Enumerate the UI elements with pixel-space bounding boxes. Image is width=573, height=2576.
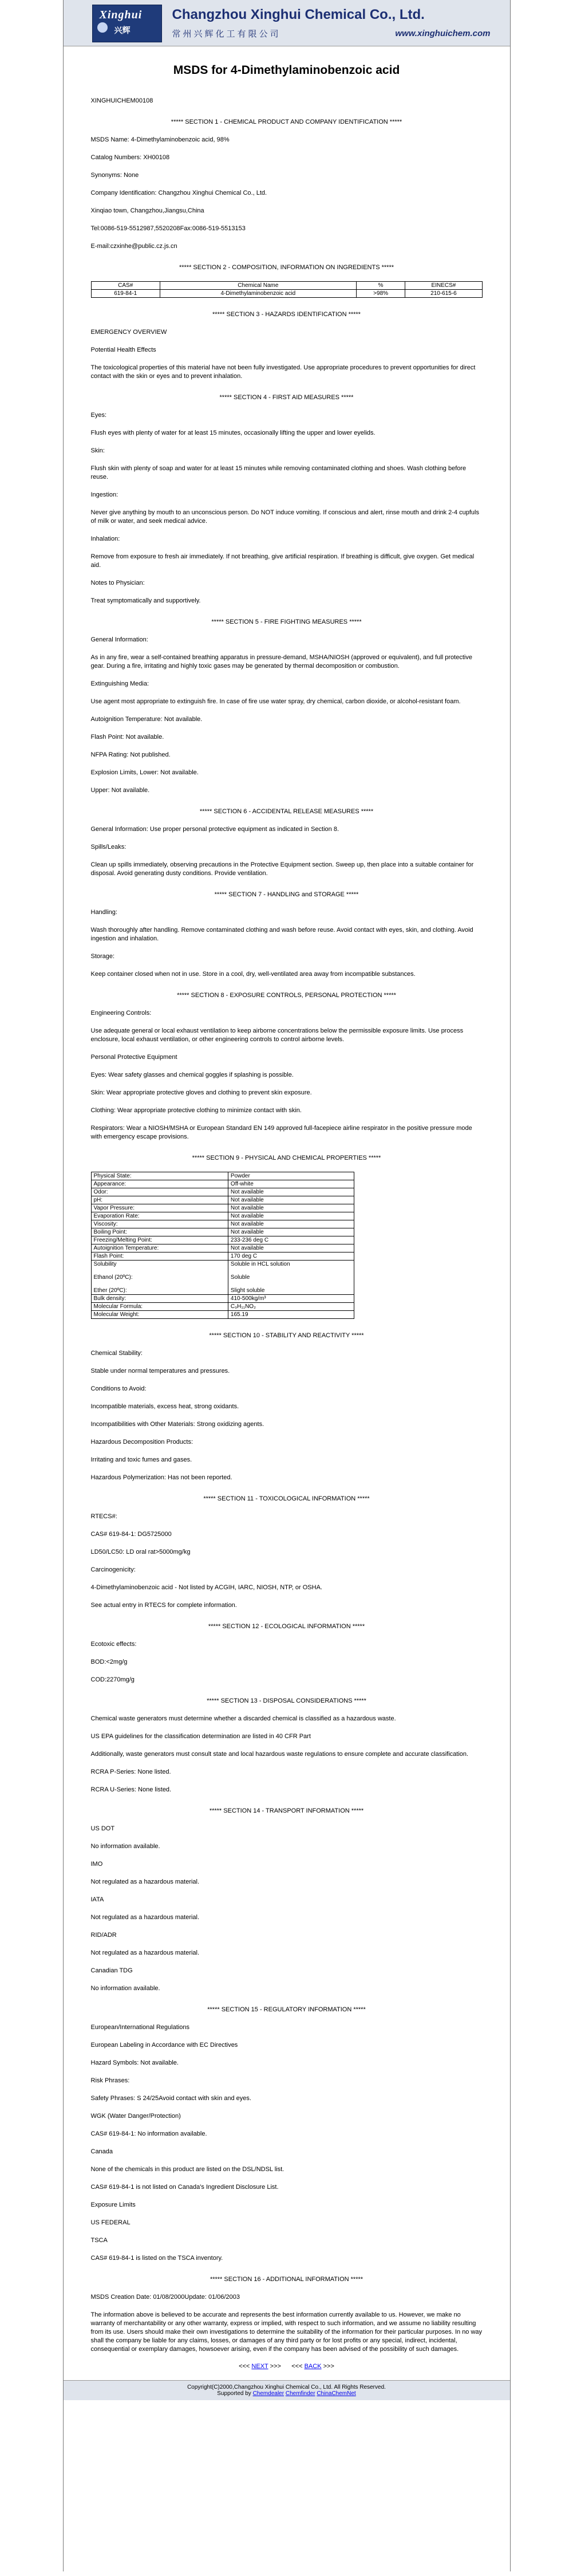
section-13-header: ***** SECTION 13 - DISPOSAL CONSIDERATIONS ***** — [207, 1697, 366, 1704]
canadian-tdg-text: No information available. — [90, 1985, 160, 1992]
copyright-text: Copyright(C)2000,Changzhou Xinghui Chemical Co., Ltd. All Rights Reserved. — [187, 2384, 386, 2390]
logo-cn-text: 兴辉 — [114, 26, 131, 36]
us-dot-text: No information available. — [90, 1843, 160, 1850]
property-row — [91, 1172, 354, 1180]
stability-heading: Chemical Stability: — [90, 1350, 143, 1357]
ether-label: Ether (20ºC): — [93, 1287, 127, 1294]
catalog-numbers: Catalog Numbers: XH00108 — [90, 154, 170, 161]
rtecs-note: See actual entry in RTECS for complete information. — [90, 1602, 237, 1609]
property-row — [91, 1295, 354, 1303]
property-value: Not available — [228, 1196, 354, 1204]
back-link[interactable]: BACK — [304, 2363, 322, 2370]
msds-name: MSDS Name: 4-Dimethylaminobenzoic acid, 98% — [90, 136, 230, 143]
ppe-clothing: Clothing: Wear appropriate protective clothing to minimize contact with skin. — [90, 1107, 302, 1114]
handling-heading: Handling: — [90, 909, 117, 916]
ppe-respirators: Respirators: Wear a NIOSH/MSHA or European Standard EN 149 approved full-facepiece airline respirator in the positive pressure mode with emergency escape provisions. — [90, 1125, 472, 1140]
property-label: Odor: — [91, 1188, 228, 1196]
risk-phrases: Risk Phrases: — [90, 2077, 130, 2084]
cod-text: COD:2270mg/g — [90, 1676, 135, 1683]
logo-mark-icon — [97, 22, 108, 33]
property-row — [91, 1252, 354, 1261]
section-16-header: ***** SECTION 16 - ADDITIONAL INFORMATION ***** — [210, 2276, 363, 2283]
company-name: Changzhou Xinghui Chemical Co., Ltd. — [172, 7, 425, 22]
property-row — [91, 1212, 354, 1220]
canada-dsl-text: None of the chemicals in this product are listed on the DSL/NDSL list. — [90, 2166, 284, 2173]
property-row — [91, 1204, 354, 1212]
property-value: Off-white — [228, 1180, 354, 1188]
creation-date: MSDS Creation Date: 01/08/2000Update: 01/06/2003 — [90, 2294, 240, 2301]
property-row — [91, 1244, 354, 1252]
conditions-text: Incompatible materials, excess heat, strong oxidants. — [90, 1403, 239, 1410]
tsca-heading: TSCA — [90, 2237, 108, 2244]
inhalation-text: Remove from exposure to fresh air immediately. If not breathing, give artificial respiration. If breathing is difficult, give oxygen. Get medical aid. — [90, 553, 475, 569]
incompatibilities-text: Incompatibilities with Other Materials: Strong oxidizing agents. — [90, 1421, 264, 1428]
storage-heading: Storage: — [90, 953, 115, 960]
section-6-header: ***** SECTION 6 - ACCIDENTAL RELEASE MEASURES ***** — [199, 808, 374, 815]
ecotoxic-heading: Ecotoxic effects: — [90, 1641, 137, 1648]
property-row — [91, 1303, 354, 1311]
logo-text: Xinghui — [99, 9, 143, 21]
property-label: Viscosity: — [91, 1220, 228, 1228]
european-heading: European/International Regulations — [90, 2024, 189, 2031]
properties-table — [91, 1172, 354, 1319]
ingestion-text: Never give anything by mouth to an unconscious person. Do NOT induce vomiting. If conscious and alert, rinse mouth and drink 2-4 cupfuls of milk or water, and seek medical advice. — [90, 509, 479, 525]
ld50-text: LD50/LC50: LD oral rat>5000mg/kg — [90, 1549, 191, 1555]
explosion-lower-text: Explosion Limits, Lower: Not available. — [90, 769, 199, 776]
solubility-hcl: Soluble in HCL solution — [230, 1261, 290, 1267]
decomposition-heading: Hazardous Decomposition Products: — [90, 1439, 193, 1445]
additionally-text: Additionally, waste generators must consult state and local hazardous waste regulations to ensure complete and accurate classification. — [90, 1751, 469, 1758]
section-8-header: ***** SECTION 8 - EXPOSURE CONTROLS, PERSONAL PROTECTION ***** — [177, 992, 396, 999]
solubility-label: Solubility — [93, 1261, 117, 1267]
section-14-header: ***** SECTION 14 - TRANSPORT INFORMATION ***** — [209, 1807, 364, 1814]
iata-heading: IATA — [90, 1896, 104, 1903]
bod-text: BOD:<2mg/g — [90, 1659, 128, 1665]
conditions-heading: Conditions to Avoid: — [90, 1385, 147, 1392]
property-label: pH: — [91, 1196, 228, 1204]
company-name-cn: 常州兴辉化工有限公司 — [172, 29, 281, 39]
decomposition-text: Irritating and toxic fumes and gases. — [90, 1456, 192, 1463]
composition-header-cell: Chemical Name — [160, 282, 356, 290]
property-value: Not available — [228, 1244, 354, 1252]
property-row — [91, 1236, 354, 1244]
iata-text: Not regulated as a hazardous material. — [90, 1914, 200, 1921]
composition-header-cell: % — [356, 282, 405, 290]
section-15-header: ***** SECTION 15 - REGULATORY INFORMATION ***** — [207, 2006, 366, 2013]
tsca-text: CAS# 619-84-1 is listed on the TSCA inventory. — [90, 2255, 223, 2262]
supported-by-label: Supported by — [217, 2390, 251, 2397]
property-value: 233-236 deg C — [228, 1236, 354, 1244]
eu-labeling: European Labeling in Accordance with EC Directives — [90, 2042, 238, 2049]
spills-text: Clean up spills immediately, observing precautions in the Protective Equipment section. Sweep up, then place into a suitable container for disposal. Avoid generating dusty conditions. Provide ventilation. — [90, 861, 474, 877]
canada-idl-text: CAS# 619-84-1 is not listed on Canada's Ingredient Disclosure List. — [90, 2184, 279, 2191]
composition-header-cell: EINECS# — [405, 282, 482, 290]
property-label: Boiling Point: — [91, 1228, 228, 1236]
engineering-text: Use adequate general or local exhaust ventilation to keep airborne concentrations below the permissible exposure limits. Use process enclosure, local exhaust ventilation, or other engineering controls to control airborne levels. — [90, 1027, 464, 1043]
eyes-heading: Eyes: — [90, 412, 107, 419]
disclaimer-text: The information above is believed to be accurate and represents the best information currently available to us. However, we make no warranty of merchantability or any other warranty, express or implied, with respect to such information, and we assume no liability resulting from its use. Users should make their own investigations to determine the suitability of the information for their particular purposes. In no way shall the company be liable for any claims, losses, or damages of any third party or for lost profits or any special, indirect, incidental, consequential or exemplary damages, howsoever arising, even if the company has been advised of the possibility of such damages. — [90, 2311, 483, 2353]
chemdealer-link[interactable]: Chemdealer — [252, 2390, 284, 2397]
property-value: C₉H₁₁NO₂ — [228, 1303, 354, 1311]
us-epa-text: US EPA guidelines for the classification determination are listed in 40 CFR Part — [90, 1733, 311, 1740]
solubility-labels — [91, 1261, 228, 1295]
page — [63, 0, 511, 2571]
page-navigation — [64, 2363, 510, 2370]
general-info-text: As in any fire, wear a self-contained breathing apparatus in pressure-demand, MSHA/NIOSH (approved or equivalent), and full protective gear. During a fire, irritating and highly toxic gases may be generated by thermal decomposition or combustion. — [90, 654, 472, 669]
section-1-header: ***** SECTION 1 - CHEMICAL PRODUCT AND COMPANY IDENTIFICATION ***** — [171, 119, 402, 125]
canada-heading: Canada — [90, 2148, 113, 2155]
msds-content — [64, 46, 510, 2354]
property-label: Physical State: — [91, 1172, 228, 1180]
rid-adr-heading: RID/ADR — [90, 1932, 117, 1939]
company-email: E-mail:czxinhe@public.cz.js.cn — [90, 243, 177, 250]
spills-heading: Spills/Leaks: — [90, 844, 127, 850]
property-value: Not available — [228, 1228, 354, 1236]
property-label: Molecular Weight: — [91, 1311, 228, 1319]
property-value: Not available — [228, 1212, 354, 1220]
composition-table — [91, 281, 483, 298]
chemfinder-link[interactable]: Chemfinder — [285, 2390, 315, 2397]
company-tel: Tel:0086-519-5512987,5520208Fax:0086-519-5513153 — [90, 225, 246, 232]
rcra-p-text: RCRA P-Series: None listed. — [90, 1768, 171, 1775]
s6-general-info: General Information: Use proper personal protective equipment as indicated in Section 8. — [90, 826, 339, 833]
waste-text: Chemical waste generators must determine whether a discarded chemical is classified as a hazardous waste. — [90, 1715, 396, 1722]
composition-cell: >98% — [356, 290, 405, 298]
composition-cell: 4-Dimethylaminobenzoic acid — [160, 290, 356, 298]
property-label: Molecular Formula: — [91, 1303, 228, 1311]
rtecs-heading: RTECS#: — [90, 1513, 117, 1520]
solubility-ether: Slight soluble — [230, 1287, 265, 1294]
next-prefix: <<< — [239, 2363, 250, 2370]
property-label: Autoignition Temperature: — [91, 1244, 228, 1252]
handling-text: Wash thoroughly after handling. Remove contaminated clothing and wash before reuse. Avoid contact with eyes, skin, and clothing. Avoid ingestion and inhalation. — [90, 927, 473, 942]
ethanol-label: Ethanol (20ºC): — [93, 1274, 133, 1281]
property-value: Not available — [228, 1220, 354, 1228]
emergency-overview: EMERGENCY OVERVIEW — [90, 329, 167, 336]
property-value: Not available — [228, 1204, 354, 1212]
property-row — [91, 1228, 354, 1236]
property-label: Vapor Pressure: — [91, 1204, 228, 1212]
footer — [64, 2380, 510, 2400]
header-banner — [64, 0, 510, 46]
exposure-limits-heading: Exposure Limits — [90, 2201, 136, 2208]
rid-adr-text: Not regulated as a hazardous material. — [90, 1949, 200, 1956]
supported-by-line — [64, 2390, 510, 2397]
ppe-skin: Skin: Wear appropriate protective gloves and clothing to prevent skin exposure. — [90, 1089, 312, 1096]
rcra-u-text: RCRA U-Series: None listed. — [90, 1786, 172, 1793]
section-7-header: ***** SECTION 7 - HANDLING and STORAGE ***** — [214, 891, 359, 898]
property-row — [91, 1311, 354, 1319]
eyes-text: Flush eyes with plenty of water for at least 15 minutes, occasionally lifting the upper and lower eyelids. — [90, 430, 376, 436]
property-label: Freezing/Melting Point: — [91, 1236, 228, 1244]
solubility-ethanol: Soluble — [230, 1274, 250, 1281]
flash-point-text: Flash Point: Not available. — [90, 734, 164, 740]
property-row — [91, 1188, 354, 1196]
hazard-symbols: Hazard Symbols: Not available. — [90, 2059, 179, 2066]
composition-cell: 619-84-1 — [91, 290, 160, 298]
website-text: www.xinghuichem.com — [395, 29, 491, 38]
notes-text: Treat symptomatically and supportively. — [90, 597, 201, 604]
next-suffix: >>> — [270, 2363, 281, 2370]
canadian-tdg-heading: Canadian TDG — [90, 1967, 133, 1974]
back-prefix: <<< — [291, 2363, 303, 2370]
composition-cell: 210-615-6 — [405, 290, 482, 298]
section-3-header: ***** SECTION 3 - HAZARDS IDENTIFICATION ***** — [212, 311, 361, 318]
wgk-heading: WGK (Water Danger/Protection) — [90, 2113, 181, 2120]
property-value: 165.19 — [228, 1311, 354, 1319]
extinguishing-text: Use agent most appropriate to extinguish fire. In case of fire use water spray, dry chemical, carbon dioxide, or alcohol-resistant foam. — [90, 698, 461, 705]
section-2-header: ***** SECTION 2 - COMPOSITION, INFORMATION ON INGREDIENTS ***** — [179, 264, 394, 271]
section-10-header: ***** SECTION 10 - STABILITY AND REACTIVITY ***** — [209, 1332, 364, 1339]
engineering-heading: Engineering Controls: — [90, 1010, 152, 1017]
general-info-heading: General Information: — [90, 636, 148, 643]
rtecs-text: CAS# 619-84-1: DG5725000 — [90, 1531, 172, 1538]
composition-header-row — [91, 282, 482, 290]
carcinogenicity-heading: Carcinogenicity: — [90, 1566, 136, 1573]
skin-text: Flush skin with plenty of soap and water for at least 15 minutes while removing contaminated clothing and shoes. Wash clothing before reuse. — [90, 465, 467, 480]
ppe-heading: Personal Protective Equipment — [90, 1054, 177, 1061]
section-11-header: ***** SECTION 11 - TOXICOLOGICAL INFORMATION ***** — [203, 1495, 370, 1502]
composition-row — [91, 290, 482, 298]
imo-text: Not regulated as a hazardous material. — [90, 1878, 200, 1885]
wgk-text: CAS# 619-84-1: No information available. — [90, 2130, 207, 2137]
property-row — [91, 1196, 354, 1204]
synonyms: Synonyms: None — [90, 172, 139, 179]
property-label: Flash Point: — [91, 1252, 228, 1261]
page-title: MSDS for 4-Dimethylaminobenzoic acid — [173, 64, 400, 77]
property-value: 170 deg C — [228, 1252, 354, 1261]
doc-code: XINGHUICHEM00108 — [90, 97, 153, 104]
property-value: Not available — [228, 1188, 354, 1196]
carcinogenicity-text: 4-Dimethylaminobenzoic acid - Not listed by ACGIH, IARC, NIOSH, NTP, or OSHA. — [90, 1584, 322, 1591]
potential-health-effects: Potential Health Effects — [90, 346, 156, 353]
us-federal-heading: US FEDERAL — [90, 2219, 131, 2226]
storage-text: Keep container closed when not in use. Store in a cool, dry, well-ventilated area away from incompatible substances. — [90, 971, 416, 978]
stability-text: Stable under normal temperatures and pressures. — [90, 1368, 230, 1374]
next-link[interactable]: NEXT — [251, 2363, 268, 2370]
section-9-header: ***** SECTION 9 - PHYSICAL AND CHEMICAL PROPERTIES ***** — [192, 1155, 381, 1161]
property-label: Appearance: — [91, 1180, 228, 1188]
polymerization-text: Hazardous Polymerization: Has not been reported. — [90, 1474, 232, 1481]
section-5-header: ***** SECTION 5 - FIRE FIGHTING MEASURES ***** — [211, 619, 362, 625]
company-address: Xinqiao town, Changzhou,Jiangsu,China — [90, 207, 204, 214]
nfpa-text: NFPA Rating: Not published. — [90, 751, 171, 758]
back-suffix: >>> — [323, 2363, 334, 2370]
imo-heading: IMO — [90, 1861, 103, 1868]
chinachemnet-link[interactable]: ChinaChemNet — [317, 2390, 356, 2397]
property-value: Powder — [228, 1172, 354, 1180]
property-value: 410-500kg/m³ — [228, 1295, 354, 1303]
notes-heading: Notes to Physician: — [90, 580, 145, 586]
toxicology-note: The toxicological properties of this material have not been fully investigated. Use appropriate procedures to prevent opportunities for direct contact with the skin or eyes and to prevent inhalation. — [90, 364, 476, 380]
inhalation-heading: Inhalation: — [90, 535, 120, 542]
solubility-values — [228, 1261, 354, 1295]
company-logo — [92, 5, 162, 42]
section-12-header: ***** SECTION 12 - ECOLOGICAL INFORMATION ***** — [208, 1623, 365, 1630]
safety-phrases: Safety Phrases: S 24/25Avoid contact with skin and eyes. — [90, 2095, 251, 2102]
skin-heading: Skin: — [90, 447, 105, 454]
company-identification: Company Identification: Changzhou Xinghui Chemical Co., Ltd. — [90, 190, 267, 196]
property-label: Bulk density: — [91, 1295, 228, 1303]
composition-header-cell: CAS# — [91, 282, 160, 290]
ppe-eyes: Eyes: Wear safety glasses and chemical goggles if splashing is possible. — [90, 1072, 294, 1078]
ingestion-heading: Ingestion: — [90, 491, 118, 498]
property-row — [91, 1180, 354, 1188]
property-row — [91, 1220, 354, 1228]
autoignition-text: Autoignition Temperature: Not available. — [90, 716, 203, 723]
extinguishing-heading: Extinguishing Media: — [90, 680, 149, 687]
property-label: Evaporation Rate: — [91, 1212, 228, 1220]
us-dot-heading: US DOT — [90, 1825, 115, 1832]
section-4-header: ***** SECTION 4 - FIRST AID MEASURES ***** — [219, 394, 354, 401]
explosion-upper-text: Upper: Not available. — [90, 787, 150, 794]
solubility-row — [91, 1261, 354, 1295]
